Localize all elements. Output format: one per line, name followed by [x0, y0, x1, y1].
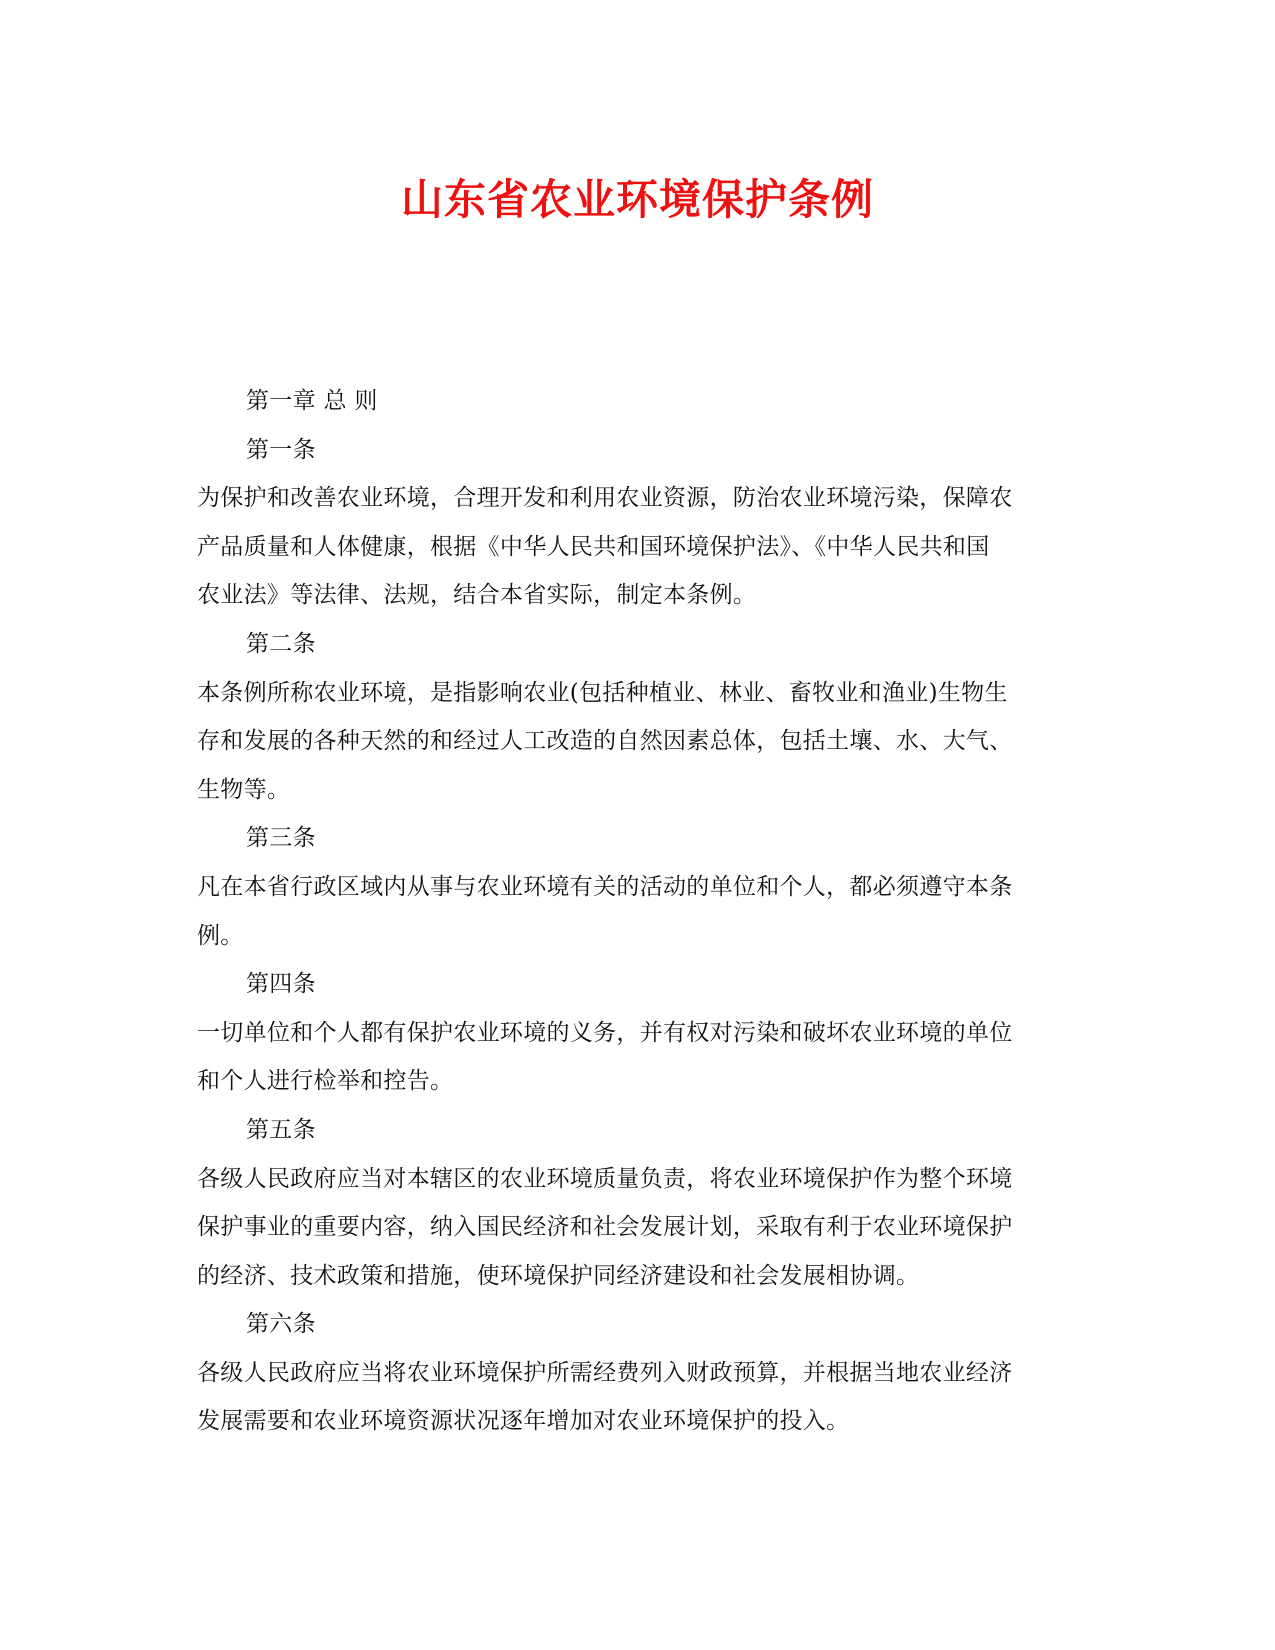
- article-heading: 第五条: [246, 1116, 316, 1143]
- article-text-line: 生物等。: [197, 776, 291, 803]
- article-text-line: 各级人民政府应当将农业环境保护所需经费列入财政预算，并根据当地农业经济: [197, 1359, 1013, 1386]
- article-4: [197, 960, 1077, 1106]
- article-2: [197, 620, 1077, 814]
- article-text-line: 例。: [197, 922, 244, 949]
- article-heading: 第三条: [246, 825, 316, 852]
- article-text-line: 保护事业的重要内容，纳入国民经济和社会发展计划，采取有利于农业环境保护: [197, 1214, 1013, 1241]
- article-text-line: 和个人进行检举和控告。: [197, 1068, 454, 1095]
- chapter-heading: 第一章 总 则: [246, 388, 378, 414]
- article-text-line: 农业法》等法律、法规，结合本省实际，制定本条例。: [197, 582, 757, 609]
- document-body: [197, 377, 1077, 1446]
- article-1: [197, 426, 1077, 620]
- article-text-line: 各级人民政府应当对本辖区的农业环境质量负责，将农业环境保护作为整个环境: [197, 1165, 1013, 1192]
- article-text-line: 为保护和改善农业环境，合理开发和利用农业资源，防治农业环境污染，保障农: [197, 485, 1013, 512]
- article-text-line: 本条例所称农业环境，是指影响农业(包括种植业、林业、畜牧业和渔业)生物生: [197, 679, 1008, 706]
- article-text-line: 一切单位和个人都有保护农业环境的义务，并有权对污染和破坏农业环境的单位: [197, 1019, 1013, 1046]
- article-5: [197, 1106, 1077, 1300]
- article-text-line: 的经济、技术政策和措施，使环境保护同经济建设和社会发展相协调。: [197, 1262, 920, 1289]
- article-heading: 第一条: [246, 436, 316, 463]
- article-text-line: 凡在本省行政区域内从事与农业环境有关的活动的单位和个人，都必须遵守本条: [197, 873, 1013, 900]
- document-title: 山东省农业环境保护条例: [400, 175, 874, 224]
- article-text-line: 存和发展的各种天然的和经过人工改造的自然因素总体，包括土壤、水、大气、: [197, 728, 1013, 755]
- article-text-line: 产品质量和人体健康，根据《中华人民共和国环境保护法》、《中华人民共和国: [197, 533, 990, 560]
- article-heading: 第六条: [246, 1311, 316, 1338]
- article-heading: 第四条: [246, 971, 316, 998]
- article-6: [197, 1300, 1077, 1446]
- article-text-line: 发展需要和农业环境资源状况逐年增加对农业环境保护的投入。: [197, 1408, 850, 1435]
- article-3: [197, 814, 1077, 960]
- article-heading: 第二条: [246, 630, 316, 657]
